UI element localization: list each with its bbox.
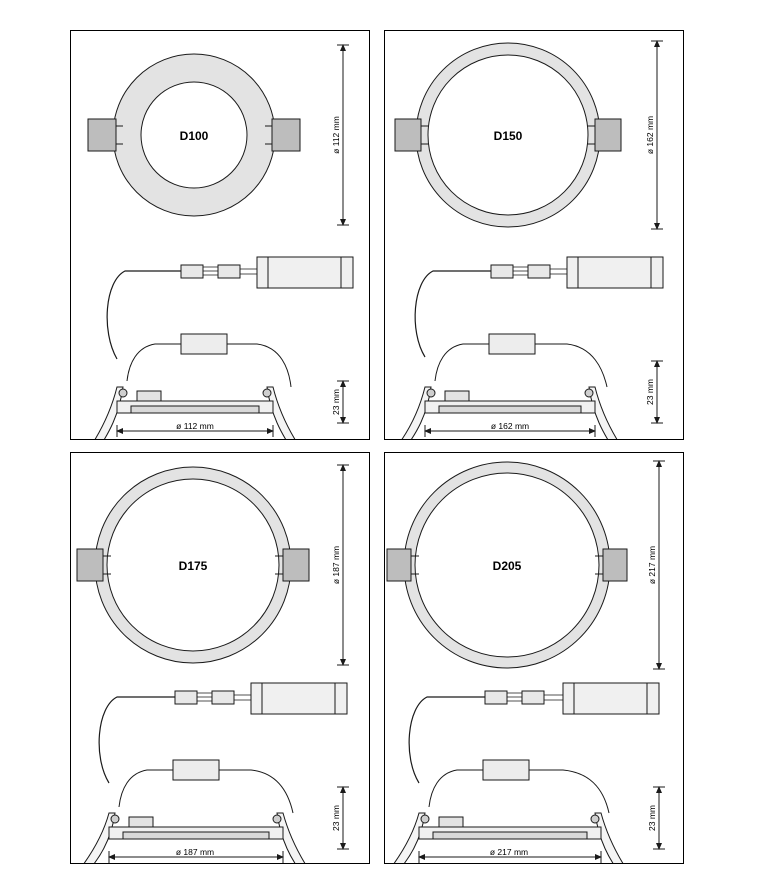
panel-d205	[384, 452, 684, 864]
panel-d175	[70, 452, 370, 864]
connector-a	[485, 691, 507, 704]
cable-lower	[219, 770, 293, 813]
model-label: D150	[493, 129, 523, 143]
connector-a	[175, 691, 197, 704]
cable-lower	[529, 770, 609, 813]
inline-block	[173, 760, 219, 780]
clip-left	[88, 119, 116, 151]
front-vertical-dimension: ø 162 mm	[645, 115, 655, 155]
clip-right	[603, 549, 627, 581]
clip-left	[387, 549, 411, 581]
clip-right	[283, 549, 309, 581]
clip-right	[595, 119, 621, 151]
front-vertical-dimension: ø 217 mm	[647, 545, 657, 585]
front-vertical-dimension: ø 187 mm	[331, 545, 341, 585]
side-width-dimension: ø 187 mm	[175, 847, 215, 857]
driver-box	[251, 683, 347, 714]
connector-b	[528, 265, 550, 278]
clip-left	[77, 549, 103, 581]
inline-block	[489, 334, 535, 354]
inline-block	[483, 760, 529, 780]
side-width-dimension: ø 162 mm	[490, 421, 530, 431]
driver-box	[257, 257, 353, 288]
panel-d150	[384, 30, 684, 440]
driver-box	[563, 683, 659, 714]
housing-lens	[433, 832, 587, 839]
housing-lens	[439, 406, 581, 413]
model-label: D100	[179, 129, 209, 143]
panel-d100	[70, 30, 370, 440]
side-width-dimension: ø 217 mm	[489, 847, 529, 857]
connector-a	[181, 265, 203, 278]
housing-lens	[123, 832, 269, 839]
cable-lower	[535, 344, 607, 387]
front-vertical-dimension: ø 112 mm	[331, 116, 341, 154]
driver-box	[567, 257, 663, 288]
model-label: D205	[492, 559, 522, 573]
housing-lens	[131, 406, 259, 413]
side-height-dimension: 23 mm	[331, 805, 341, 831]
connector-b	[212, 691, 234, 704]
clip-left	[395, 119, 421, 151]
cable-upper	[107, 271, 181, 359]
model-label: D175	[178, 559, 208, 573]
side-height-dimension: 23 mm	[331, 389, 341, 415]
connector-a	[491, 265, 513, 278]
side-height-dimension: 23 mm	[645, 379, 655, 405]
inline-block	[181, 334, 227, 354]
side-width-dimension: ø 112 mm	[176, 421, 214, 431]
cable-lower	[227, 344, 291, 387]
connector-b	[522, 691, 544, 704]
clip-right	[272, 119, 300, 151]
connector-b	[218, 265, 240, 278]
side-height-dimension: 23 mm	[647, 805, 657, 831]
